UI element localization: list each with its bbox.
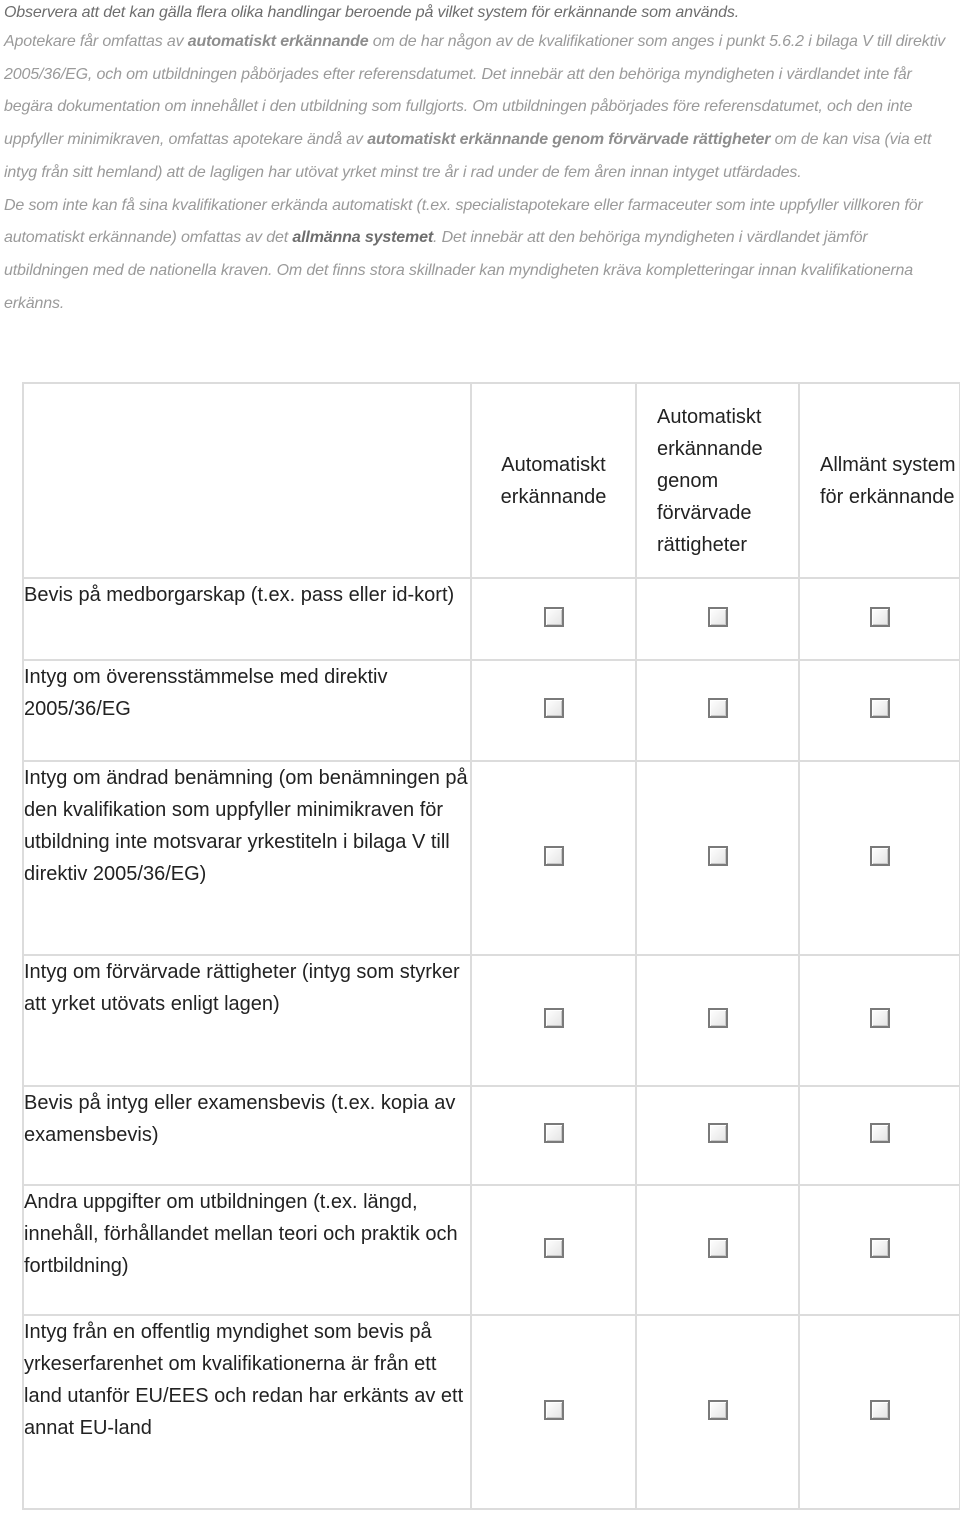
intro-note: Observera att det kan gälla flera olika handlingar beroende på vilket system för erkännande som används. — [4, 4, 740, 21]
table-row — [23, 1185, 960, 1315]
checkbox-automatic[interactable] — [544, 698, 564, 718]
checkbox-automatic[interactable] — [544, 1008, 564, 1028]
emphasis-acquired-rights: automatiskt erkännande genom förvärvade rättigheter — [367, 131, 771, 149]
table-row — [23, 761, 960, 955]
emphasis-general-system: allmänna systemet — [292, 229, 434, 247]
checkbox-automatic[interactable] — [544, 1123, 564, 1143]
intro-text-segment: om de kan visa (via ett intyg från sitt hemland) att de lagligen har utövat yrket minst tre år i rad under de fem åren innan intyget utfärdades. — [4, 131, 932, 181]
table-row — [23, 1315, 960, 1509]
row-label: Andra uppgifter om utbildningen (t.ex. längd, innehåll, förhållandet mellan teori och praktik och fortbildning) — [23, 1185, 471, 1315]
intro-paragraph-general-system — [4, 190, 956, 321]
header-acquired-rights: Automatiskt erkännande genom förvärvade rättigheter — [636, 383, 799, 578]
row-label: Intyg om ändrad benämning (om benämningen på den kvalifikation som uppfyller minimikraven för utbildning inte motsvarar yrkestiteln i bilaga V till direktiv 2005/36/EG) — [23, 761, 471, 955]
checkbox-acquired-rights[interactable] — [708, 1123, 728, 1143]
intro-text-segment: De som inte kan få sina kvalifikationer erkända automatiskt (t.ex. specialistapotekare eller farmaceuter som inte uppfyller villkoren för automatiskt erkännande) omfattas av det — [4, 196, 923, 247]
checkbox-acquired-rights[interactable] — [708, 1008, 728, 1028]
checkbox-acquired-rights[interactable] — [708, 607, 728, 627]
checkbox-general-system[interactable] — [870, 1008, 890, 1028]
row-label: Intyg om förvärvade rättigheter (intyg som styrker att yrket utövats enligt lagen) — [23, 955, 471, 1086]
table-row — [23, 1086, 960, 1185]
checkbox-automatic[interactable] — [544, 607, 564, 627]
row-label: Bevis på intyg eller examensbevis (t.ex. kopia av examensbevis) — [23, 1086, 471, 1185]
header-general-system: Allmänt system för erkännande — [799, 383, 960, 578]
checkbox-general-system[interactable] — [870, 1400, 890, 1420]
table-row — [23, 955, 960, 1086]
checkbox-general-system[interactable] — [870, 1123, 890, 1143]
row-label: Intyg från en offentlig myndighet som bevis på yrkeserfarenhet om kvalifikationerna är från ett land utanför EU/EES och redan har erkänts av ett annat EU-land — [23, 1315, 471, 1509]
documents-table — [22, 382, 960, 1510]
checkbox-automatic[interactable] — [544, 1400, 564, 1420]
row-label: Bevis på medborgarskap (t.ex. pass eller id-kort) — [23, 578, 471, 660]
checkbox-automatic[interactable] — [544, 846, 564, 866]
checkbox-acquired-rights[interactable] — [708, 1400, 728, 1420]
intro-text-segment: . Det innebär att den behöriga myndigheten i värdlandet jämför utbildningen med de nationella kraven. Om det finns stora skillnader kan myndigheten kräva kompletteringar innan kvalifikationerna erkänns. — [4, 229, 914, 312]
checkbox-general-system[interactable] — [870, 1238, 890, 1258]
table-row — [23, 578, 960, 660]
table-header-row — [23, 383, 960, 578]
checkbox-acquired-rights[interactable] — [708, 1238, 728, 1258]
checkbox-acquired-rights[interactable] — [708, 846, 728, 866]
intro-paragraph-automatic — [4, 26, 956, 190]
checkbox-acquired-rights[interactable] — [708, 698, 728, 718]
checkbox-general-system[interactable] — [870, 698, 890, 718]
header-empty-cell — [23, 383, 471, 578]
intro-text-segment: Apotekare får omfattas av — [4, 33, 188, 50]
header-automatic-recognition: Automatiskt erkännande — [471, 383, 636, 578]
checkbox-general-system[interactable] — [870, 846, 890, 866]
checkbox-general-system[interactable] — [870, 607, 890, 627]
table-row — [23, 660, 960, 761]
emphasis-automatic-recognition: automatiskt erkännande — [187, 33, 369, 50]
intro-text-segment: om de har någon av de kvalifikationer som anges i punkt 5.6.2 i bilaga V till direktiv 2005/36/EG, och om utbildningen påbörjades efter referensdatumet. Det innebär att den behöriga myndigheten i värdlandet inte får begära dokumentation om innehållet i den utbildning som fullgjorts. Om utbildningen påbörjades före referensdatumet, och den inte uppfyller minimikraven, omfattas apotekare ändå av — [4, 33, 946, 149]
row-label: Intyg om överensstämmelse med direktiv 2005/36/EG — [23, 660, 471, 761]
checkbox-automatic[interactable] — [544, 1238, 564, 1258]
intro-text — [4, 0, 956, 320]
